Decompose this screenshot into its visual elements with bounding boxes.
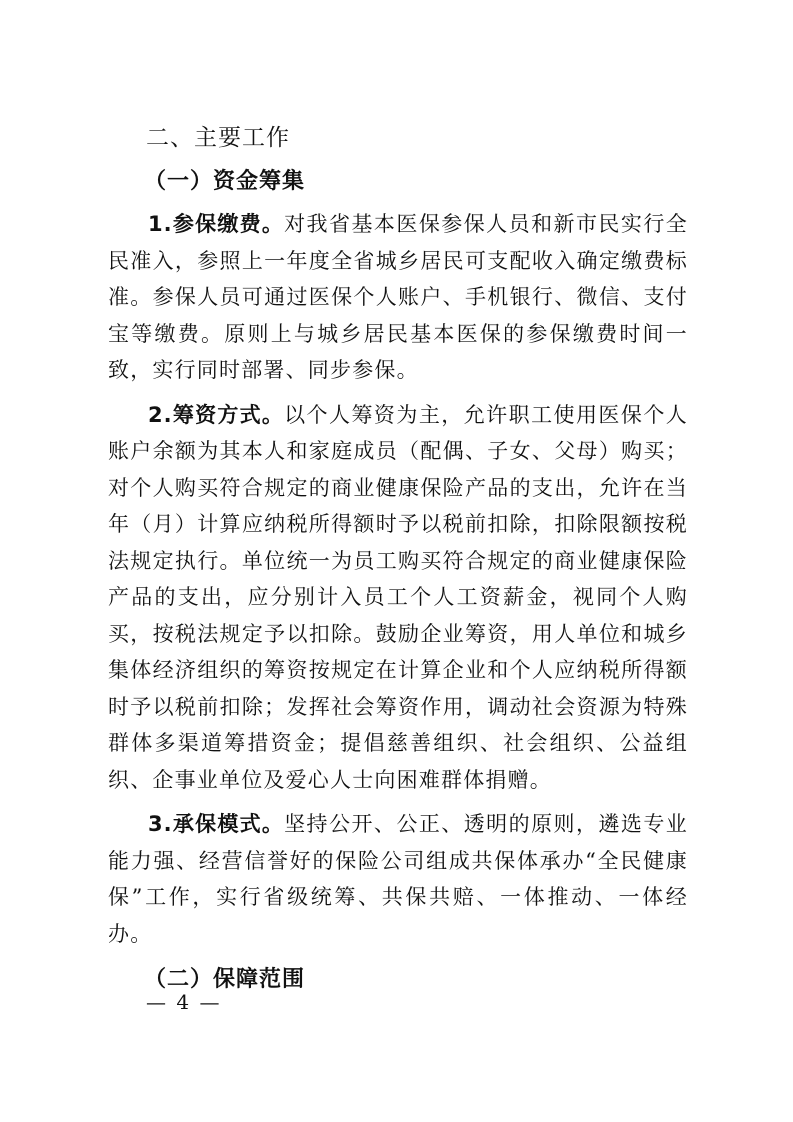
- paragraph-underwriting-model: [108, 806, 688, 952]
- paragraph-lead: 3.承保模式。: [148, 812, 285, 836]
- paragraph-text: 对我省基本医保参保人员和新市民实行全民准入，参照上一年度全省城乡居民可支配收入确定缴费标准。参保人员可通过医保个人账户、手机银行、微信、支付宝等缴费。原则上与城乡居民基本医保的参保缴费时间一致，实行同时部署、同步参保。: [108, 212, 688, 382]
- paragraph-enrollment-payment: [108, 206, 688, 389]
- page-number: — 4 —: [146, 990, 222, 1014]
- paragraph-lead: 1.参保缴费。: [148, 212, 285, 236]
- subsection-heading-funding: （一）资金筹集: [144, 169, 306, 194]
- paragraph-text: 以个人筹资为主，允许职工使用医保个人账户余额为其本人和家庭成员（配偶、子女、父母）购买；对个人购买符合规定的商业健康保险产品的支出，允许在当年（月）计算应纳税所得额时予以税前扣除，扣除限额按税法规定执行。单位统一为员工购买符合规定的商业健康保险产品的支出，应分别计入员工个人工资薪金，视同个人购买，按税法规定予以扣除。鼓励企业筹资，用人单位和城乡集体经济组织的筹资按规定在计算企业和个人应纳税所得额时予以税前扣除；发挥社会筹资作用，调动社会资源为特殊群体多渠道筹措资金；提倡慈善组织、社会组织、公益组织、企事业单位及爱心人士向困难群体捐赠。: [108, 402, 688, 792]
- subsection-heading-coverage: （二）保障范围: [144, 967, 306, 992]
- paragraph-funding-method: [108, 397, 688, 799]
- page-body: [108, 118, 688, 1004]
- section-heading: 二、主要工作: [146, 125, 290, 151]
- paragraph-lead: 2.筹资方式。: [148, 402, 285, 427]
- paragraph-text: 坚持公开、公正、透明的原则，遴选专业能力强、经营信誉好的保险公司组成共保体承办“全民健康保”工作，实行省级统筹、共保共赔、一体推动、一体经办。: [108, 812, 688, 946]
